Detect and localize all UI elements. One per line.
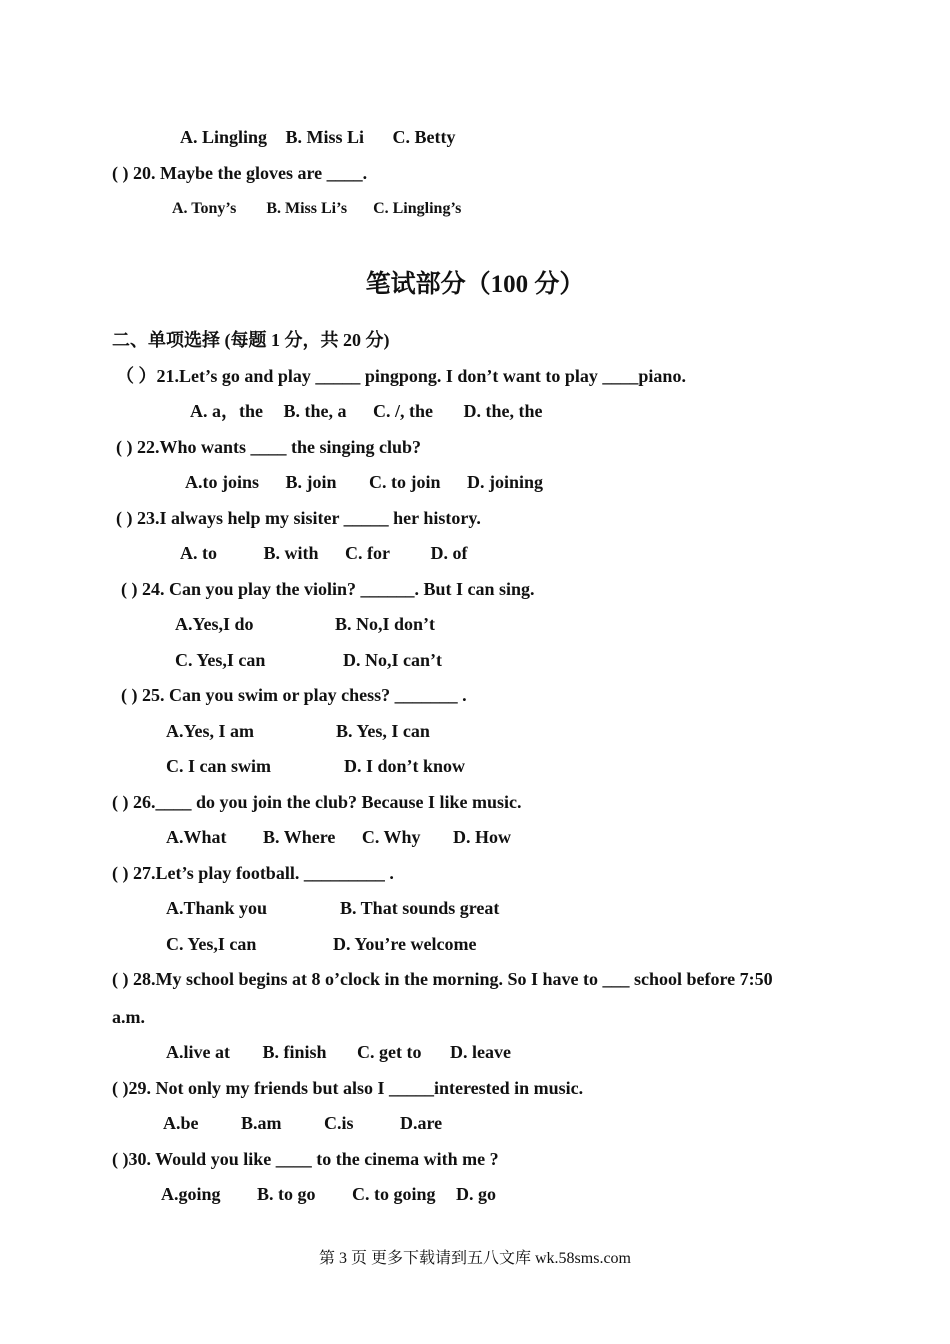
q23-option-b: B. with (263, 543, 319, 563)
q27-stem: ( ) 27.Let’s play football. _________ . (112, 863, 394, 883)
q27-option-b: B. That sounds great (340, 898, 500, 918)
q28-option-d: D. leave (450, 1042, 511, 1062)
q28-stem: ( ) 28.My school begins at 8 o’clock in the morning. So I have to ___ school before 7:50 (112, 969, 773, 989)
q19-option-c: C. Betty (392, 127, 456, 147)
q26-options (166, 826, 511, 848)
q29-option-d: D.are (400, 1113, 443, 1133)
section2-heading: 二、单项选择 (每题 1 分，共 20 分) (112, 330, 390, 350)
q23-options (180, 542, 468, 564)
q26-option-d: D. How (453, 827, 512, 847)
q25-option-c: C. I can swim (166, 756, 272, 776)
q20-option-b: B. Miss Li’s (266, 200, 348, 217)
page-footer: 第 3 页 更多下载请到五八文库 wk.58sms.com (318, 1250, 631, 1267)
q23-option-a: A. to (180, 543, 217, 563)
q30-options (161, 1183, 496, 1205)
q28-stem-continued: a.m. (112, 1007, 145, 1027)
q25-option-a: A.Yes, I am (166, 721, 254, 741)
q24-option-a: A.Yes,I do (175, 614, 254, 634)
q21-stem: （ ）21.Let’s go and play _____ pingpong. I don’t want to play ____piano. (116, 366, 686, 386)
q19-options (180, 126, 456, 148)
q20-option-a: A. Tony’s (172, 200, 237, 217)
q24-option-d: D. No,I can’t (343, 650, 442, 670)
section-title: 笔试部分（100 分） (365, 271, 585, 298)
q26-option-c: C. Why (361, 827, 421, 847)
q23-option-d: D. of (430, 543, 468, 563)
q30-option-a: A.going (161, 1184, 221, 1204)
q29-stem: ( )29. Not only my friends but also I _____interested in music. (112, 1078, 584, 1098)
q27-option-d: D. You’re welcome (333, 934, 477, 954)
q22-options (185, 471, 543, 493)
q22-option-a: A.to joins (185, 472, 260, 492)
q29-options (163, 1112, 442, 1134)
q30-option-c: C. to going (352, 1184, 436, 1204)
q22-stem: ( ) 22.Who wants ____ the singing club? (116, 437, 422, 457)
q23-option-c: C. for (345, 543, 390, 563)
q30-stem: ( )30. Would you like ____ to the cinema with me ? (112, 1149, 499, 1169)
q25-option-b: B. Yes, I can (336, 721, 430, 741)
q28-option-a: A.live at (166, 1042, 230, 1062)
q21-option-d: D. the, the (463, 401, 543, 421)
q22-option-d: D. joining (467, 472, 544, 492)
q22-option-c: C. to join (369, 472, 441, 492)
q20-options (172, 198, 461, 220)
q20-option-c: C. Lingling’s (373, 200, 462, 217)
q27-option-c: C. Yes,I can (166, 934, 257, 954)
q26-stem: ( ) 26.____ do you join the club? Because I like music. (112, 792, 522, 812)
q21-options (190, 400, 543, 422)
q29-option-b: B.am (241, 1113, 282, 1133)
q29-option-c: C.is (324, 1113, 354, 1133)
q25-option-d: D. I don’t know (344, 756, 466, 776)
q26-option-a: A.What (166, 827, 227, 847)
q24-option-b: B. No,I don’t (335, 614, 436, 634)
q30-option-d: D. go (456, 1184, 497, 1204)
q26-option-b: B. Where (263, 827, 336, 847)
q19-option-a: A. Lingling (180, 127, 268, 147)
q19-option-b: B. Miss Li (285, 127, 365, 147)
q23-stem: ( ) 23.I always help my sisiter _____ her history. (116, 508, 481, 528)
q27-option-a: A.Thank you (166, 898, 268, 918)
q24-option-c: C. Yes,I can (175, 650, 266, 670)
q28-option-b: B. finish (262, 1042, 327, 1062)
q30-option-b: B. to go (257, 1184, 316, 1204)
q22-option-b: B. join (285, 472, 337, 492)
q21-option-c: C. /, the (373, 401, 433, 421)
q28-options (166, 1041, 511, 1063)
q28-option-c: C. get to (357, 1042, 422, 1062)
q21-option-a: A. a，the (190, 401, 263, 421)
q29-option-a: A.be (163, 1113, 199, 1133)
q20-stem: ( ) 20. Maybe the gloves are ____. (112, 163, 368, 183)
q24-stem: ( ) 24. Can you play the violin? ______. But I can sing. (121, 579, 535, 599)
q25-stem: ( ) 25. Can you swim or play chess? _______ . (121, 685, 467, 705)
q21-option-b: B. the, a (283, 401, 347, 421)
